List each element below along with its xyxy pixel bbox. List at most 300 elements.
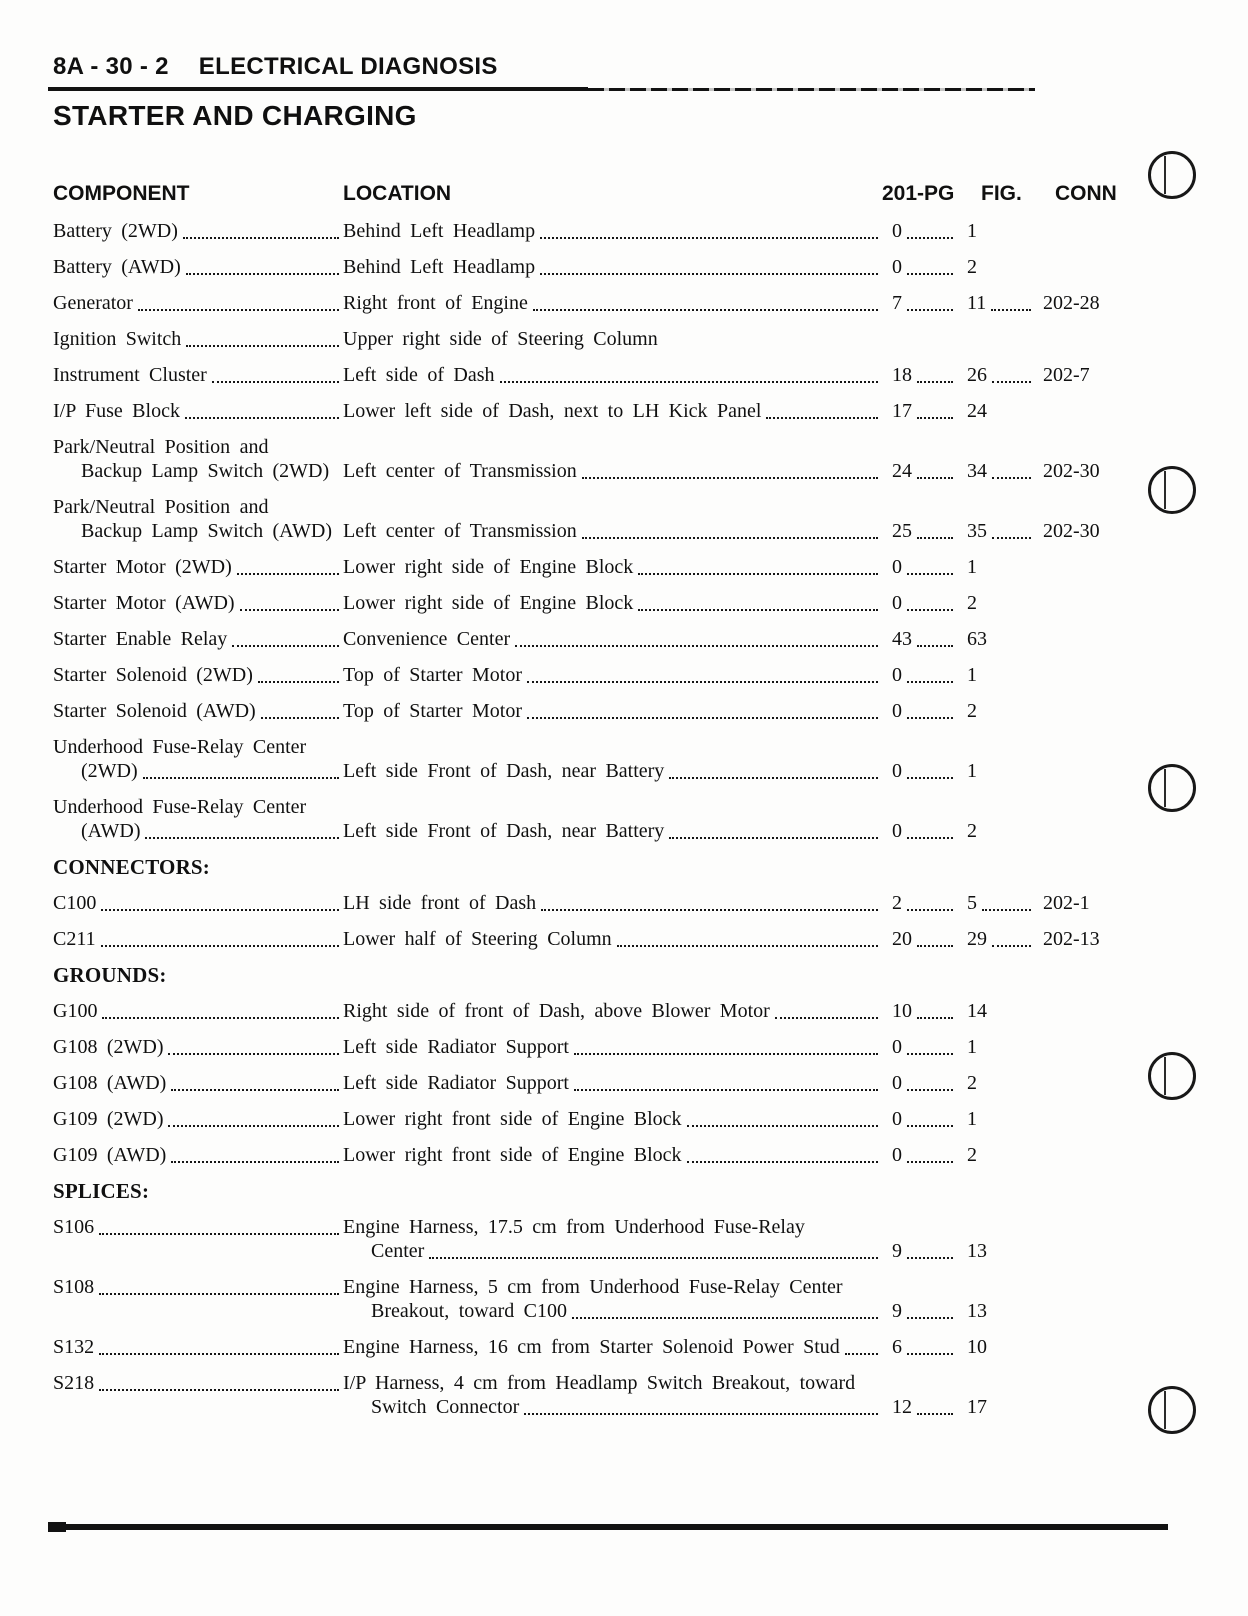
- location-cell: [343, 519, 882, 543]
- location-text: Top of Starter Motor: [343, 700, 522, 722]
- table-row: [53, 699, 1115, 723]
- dot-leader: [907, 837, 953, 839]
- component-name: C100: [53, 892, 97, 914]
- pg-cell: [882, 1035, 957, 1059]
- pg-value: 24: [892, 460, 912, 482]
- fig-value: 1: [967, 664, 977, 686]
- component-cell: [53, 591, 343, 615]
- component-name: G100: [53, 1000, 98, 1022]
- component-name: Underhood Fuse-Relay Center: [53, 796, 307, 818]
- fig-cell: [957, 891, 1035, 915]
- fig-value: 1: [967, 556, 977, 578]
- location-text: Left side Front of Dash, near Battery: [343, 760, 665, 782]
- section-header-row: [53, 963, 1115, 987]
- fig-value: 63: [967, 628, 987, 650]
- component-lines: [53, 435, 343, 483]
- pg-value: 0: [892, 820, 902, 842]
- col-header-pg: 201-PG: [882, 182, 955, 205]
- location-cell: [343, 1335, 882, 1359]
- component-cell: [53, 555, 343, 579]
- fig-cell: [957, 1299, 1035, 1323]
- fig-cell: [957, 1239, 1035, 1263]
- pg-cell: [882, 927, 957, 951]
- dot-leader: [917, 477, 953, 479]
- dot-leader: [907, 909, 953, 911]
- dot-leader: [99, 1353, 339, 1355]
- fig-value: 2: [967, 1144, 977, 1166]
- table-row: [53, 999, 1115, 1023]
- dot-leader: [992, 537, 1031, 539]
- dot-leader: [907, 717, 953, 719]
- location-cell: [343, 1371, 882, 1419]
- dot-leader: [907, 573, 953, 575]
- dot-leader: [533, 309, 878, 311]
- dot-leader: [917, 381, 953, 383]
- pg-value: 17: [892, 400, 912, 422]
- conn-cell: [1035, 291, 1115, 315]
- location-cell: [343, 1143, 882, 1167]
- component-cell: [53, 1371, 343, 1395]
- fig-cell: [957, 999, 1035, 1023]
- pg-cell: [882, 891, 957, 915]
- punch-hole: [1148, 151, 1196, 199]
- location-text: Left side Front of Dash, near Battery: [343, 820, 665, 842]
- table-row: [53, 735, 1115, 783]
- location-cell: [343, 1215, 882, 1263]
- component-table: [53, 219, 1115, 1419]
- conn-cell: [1035, 891, 1115, 915]
- location-text: Left side Radiator Support: [343, 1072, 569, 1094]
- location-cell: [343, 555, 882, 579]
- table-row: [53, 1335, 1115, 1359]
- fig-cell: [957, 591, 1035, 615]
- table-row: [53, 1371, 1115, 1419]
- pg-cell: [882, 591, 957, 615]
- dot-leader: [261, 717, 339, 719]
- fig-cell: [957, 1035, 1035, 1059]
- component-name: Generator: [53, 292, 133, 314]
- location-cell: [343, 627, 882, 651]
- pg-value: 0: [892, 592, 902, 614]
- pg-value: 0: [892, 664, 902, 686]
- dot-leader: [582, 477, 878, 479]
- punch-hole: [1148, 466, 1196, 514]
- component-line2: [53, 819, 343, 843]
- pg-cell: [882, 663, 957, 687]
- fig-cell: [957, 759, 1035, 783]
- location-cell: [343, 819, 882, 843]
- component-cell: [53, 663, 343, 687]
- conn-cell: [1035, 927, 1115, 951]
- dot-leader: [171, 1089, 339, 1091]
- table-row: [53, 627, 1115, 651]
- component-name: Starter Motor (2WD): [53, 556, 232, 578]
- component-name: Starter Solenoid (AWD): [53, 700, 256, 722]
- component-name: S106: [53, 1216, 95, 1238]
- location-text: Engine Harness, 16 cm from Starter Solenoid Power Stud: [343, 1336, 840, 1358]
- component-name: Battery (2WD): [53, 220, 178, 242]
- dot-leader: [183, 237, 339, 239]
- conn-cell: [1035, 459, 1115, 483]
- location-cell: [343, 399, 882, 423]
- pg-cell: [882, 699, 957, 723]
- location-cell: [343, 1107, 882, 1131]
- dot-leader: [540, 237, 878, 239]
- fig-value: 10: [967, 1336, 987, 1358]
- component-cell: [53, 219, 343, 243]
- dot-leader: [185, 417, 339, 419]
- fig-cell: [957, 291, 1035, 315]
- fig-cell: [957, 555, 1035, 579]
- fig-cell: [957, 519, 1035, 543]
- table-row: [53, 591, 1115, 615]
- fig-value: 13: [967, 1240, 987, 1262]
- location-line1: [343, 1371, 882, 1395]
- pg-value: 0: [892, 256, 902, 278]
- component-name: Ignition Switch: [53, 328, 182, 350]
- dot-leader: [982, 909, 1031, 911]
- dot-leader: [237, 573, 339, 575]
- pg-cell: [882, 1335, 957, 1359]
- dot-leader: [527, 681, 878, 683]
- table-row: [53, 891, 1115, 915]
- pg-cell: [882, 627, 957, 651]
- pg-cell: [882, 255, 957, 279]
- dot-leader: [500, 381, 879, 383]
- table-row: [53, 219, 1115, 243]
- location-cell: [343, 291, 882, 315]
- dot-leader: [992, 945, 1031, 947]
- location-text: Right front of Engine: [343, 292, 528, 314]
- dot-leader: [917, 417, 953, 419]
- table-row: [53, 291, 1115, 315]
- fig-value: 26: [967, 364, 987, 386]
- location-line2: [343, 1239, 882, 1263]
- pg-cell: [882, 1239, 957, 1263]
- pg-cell: [882, 819, 957, 843]
- location-text: Upper right side of Steering Column: [343, 328, 658, 350]
- fig-cell: [957, 399, 1035, 423]
- location-cell: [343, 663, 882, 687]
- pg-cell: [882, 1299, 957, 1323]
- dot-leader: [541, 909, 878, 911]
- dot-leader: [638, 573, 878, 575]
- dot-leader: [617, 945, 878, 947]
- location-text: Left side Radiator Support: [343, 1036, 569, 1058]
- component-cell: [53, 1275, 343, 1299]
- conn-value: 202-30: [1043, 460, 1100, 482]
- dot-leader: [669, 837, 878, 839]
- pg-value: 0: [892, 220, 902, 242]
- pg-cell: [882, 1071, 957, 1095]
- location-text: Lower left side of Dash, next to LH Kick Panel: [343, 400, 762, 422]
- fig-cell: [957, 1143, 1035, 1167]
- table-row: [53, 1275, 1115, 1323]
- component-cell: [53, 1035, 343, 1059]
- dot-leader: [907, 237, 953, 239]
- location-text: LH side front of Dash: [343, 892, 537, 914]
- col-header-fig: FIG.: [981, 182, 1022, 205]
- dot-leader: [138, 309, 339, 311]
- component-cell: [53, 735, 343, 783]
- table-row: [53, 1035, 1115, 1059]
- punch-hole: [1148, 764, 1196, 812]
- dot-leader: [917, 945, 953, 947]
- conn-value: 202-28: [1043, 292, 1100, 314]
- page-code: 8A - 30 - 2: [53, 53, 169, 80]
- dot-leader: [102, 1017, 339, 1019]
- fig-value: 2: [967, 700, 977, 722]
- location-cell: [343, 255, 882, 279]
- pg-value: 12: [892, 1396, 912, 1418]
- dot-leader: [687, 1161, 878, 1163]
- table-row: [53, 327, 1115, 351]
- location-cell: [343, 699, 882, 723]
- component-line1: [53, 435, 343, 459]
- component-name: G108 (2WD): [53, 1036, 164, 1058]
- dot-leader: [540, 273, 878, 275]
- component-name: G108 (AWD): [53, 1072, 167, 1094]
- punch-hole: [1148, 1386, 1196, 1434]
- dot-leader: [907, 1257, 953, 1259]
- pg-cell: [882, 363, 957, 387]
- table-row: [53, 1143, 1115, 1167]
- component-cell: [53, 255, 343, 279]
- component-line1: [53, 735, 343, 759]
- dot-leader: [240, 609, 339, 611]
- dot-leader: [168, 1125, 339, 1127]
- pg-cell: [882, 291, 957, 315]
- dot-leader: [429, 1257, 878, 1259]
- dot-leader: [171, 1161, 339, 1163]
- component-cell: [53, 999, 343, 1023]
- pg-cell: [882, 1143, 957, 1167]
- location-text: Left center of Transmission: [343, 520, 577, 542]
- location-cell: [343, 1071, 882, 1095]
- location-text: Left side of Dash: [343, 364, 495, 386]
- running-header-title: ELECTRICAL DIAGNOSIS: [198, 53, 498, 80]
- component-name: S108: [53, 1276, 95, 1298]
- location-cell: [343, 1275, 882, 1323]
- punch-hole: [1148, 1052, 1196, 1100]
- dot-leader: [775, 1017, 878, 1019]
- pg-cell: [882, 1107, 957, 1131]
- table-row: [53, 927, 1115, 951]
- component-cell: [53, 399, 343, 423]
- component-lines: [53, 495, 343, 543]
- location-lines: [343, 1371, 882, 1419]
- dot-leader: [574, 1053, 878, 1055]
- location-text-cont: Center: [371, 1240, 425, 1262]
- dot-leader: [991, 309, 1031, 311]
- table-row: [53, 399, 1115, 423]
- pg-value: 0: [892, 760, 902, 782]
- pg-cell: [882, 219, 957, 243]
- section-label: SPLICES:: [53, 1179, 150, 1203]
- fig-value: 11: [967, 292, 987, 314]
- pg-cell: [882, 999, 957, 1023]
- location-text: Behind Left Headlamp: [343, 256, 536, 278]
- fig-cell: [957, 819, 1035, 843]
- location-line2: [343, 1395, 882, 1419]
- conn-cell: [1035, 363, 1115, 387]
- dot-leader: [143, 777, 339, 779]
- fig-value: 24: [967, 400, 987, 422]
- component-name-cont: Backup Lamp Switch (AWD): [81, 520, 332, 542]
- fig-cell: [957, 663, 1035, 687]
- location-cell: [343, 591, 882, 615]
- location-cell: [343, 219, 882, 243]
- component-cell: [53, 327, 343, 351]
- conn-value: 202-7: [1043, 364, 1090, 386]
- pg-cell: [882, 1395, 957, 1419]
- location-text: I/P Harness, 4 cm from Headlamp Switch Breakout, toward: [343, 1372, 856, 1394]
- component-name: S218: [53, 1372, 95, 1394]
- location-text: Right side of front of Dash, above Blower Motor: [343, 1000, 770, 1022]
- fig-cell: [957, 1395, 1035, 1419]
- dot-leader: [907, 273, 953, 275]
- dot-leader: [907, 1125, 953, 1127]
- pg-value: 2: [892, 892, 902, 914]
- pg-value: 43: [892, 628, 912, 650]
- location-text: Lower right front side of Engine Block: [343, 1108, 682, 1130]
- location-cell: [343, 363, 882, 387]
- dot-leader: [527, 717, 878, 719]
- pg-cell: [882, 759, 957, 783]
- dot-leader: [515, 645, 878, 647]
- component-lines: [53, 795, 343, 843]
- fig-value: 35: [967, 520, 987, 542]
- pg-value: 25: [892, 520, 912, 542]
- page-title: STARTER AND CHARGING: [53, 100, 417, 131]
- dot-leader: [766, 417, 878, 419]
- component-cell: [53, 1215, 343, 1239]
- dot-leader: [168, 1053, 339, 1055]
- page-content: [53, 0, 1115, 1419]
- dot-leader: [907, 1161, 953, 1163]
- dot-leader: [212, 381, 339, 383]
- fig-cell: [957, 927, 1035, 951]
- fig-value: 2: [967, 256, 977, 278]
- component-name: S132: [53, 1336, 95, 1358]
- pg-value: 9: [892, 1300, 902, 1322]
- pg-value: 10: [892, 1000, 912, 1022]
- component-name: G109 (2WD): [53, 1108, 164, 1130]
- conn-cell: [1035, 519, 1115, 543]
- location-line2: [343, 1299, 882, 1323]
- pg-cell: [882, 519, 957, 543]
- fig-cell: [957, 1071, 1035, 1095]
- fig-value: 1: [967, 1108, 977, 1130]
- location-cell: [343, 891, 882, 915]
- location-text: Top of Starter Motor: [343, 664, 522, 686]
- location-text: Lower right front side of Engine Block: [343, 1144, 682, 1166]
- component-name: Park/Neutral Position and: [53, 496, 269, 518]
- dot-leader: [907, 1353, 953, 1355]
- table-row: [53, 795, 1115, 843]
- fig-value: 14: [967, 1000, 987, 1022]
- dot-leader: [572, 1317, 878, 1319]
- conn-value: 202-30: [1043, 520, 1100, 542]
- header-rule-broken: [588, 88, 1035, 91]
- dot-leader: [99, 1233, 339, 1235]
- pg-value: 0: [892, 1036, 902, 1058]
- table-row: [53, 435, 1115, 483]
- location-cell: [343, 927, 882, 951]
- col-header-component: COMPONENT: [53, 182, 190, 205]
- dot-leader: [99, 1389, 339, 1391]
- pg-value: 20: [892, 928, 912, 950]
- dot-leader: [669, 777, 878, 779]
- dot-leader: [101, 945, 339, 947]
- component-name: Battery (AWD): [53, 256, 181, 278]
- component-name-cont: Backup Lamp Switch (2WD): [81, 460, 330, 482]
- component-cell: [53, 435, 343, 483]
- dot-leader: [258, 681, 339, 683]
- dot-leader: [186, 345, 339, 347]
- fig-cell: [957, 459, 1035, 483]
- component-cell: [53, 363, 343, 387]
- location-text: Behind Left Headlamp: [343, 220, 536, 242]
- component-name: Starter Enable Relay: [53, 628, 228, 650]
- table-row: [53, 663, 1115, 687]
- fig-value: 5: [967, 892, 977, 914]
- location-cell: [343, 759, 882, 783]
- dot-leader: [845, 1353, 878, 1355]
- dot-leader: [917, 1413, 953, 1415]
- fig-value: 2: [967, 1072, 977, 1094]
- conn-value: 202-13: [1043, 928, 1100, 950]
- fig-value: 29: [967, 928, 987, 950]
- section-header-row: [53, 1179, 1115, 1203]
- fig-value: 17: [967, 1396, 987, 1418]
- dot-leader: [917, 537, 953, 539]
- location-text: Lower right side of Engine Block: [343, 592, 634, 614]
- location-line1: [343, 1215, 882, 1239]
- dot-leader: [917, 1017, 953, 1019]
- col-header-location: LOCATION: [343, 182, 452, 205]
- pg-value: 0: [892, 1144, 902, 1166]
- component-name: Underhood Fuse-Relay Center: [53, 736, 307, 758]
- fig-cell: [957, 255, 1035, 279]
- col-header-conn: CONN: [1055, 182, 1117, 205]
- fig-value: 1: [967, 1036, 977, 1058]
- conn-value: 202-1: [1043, 892, 1090, 914]
- component-cell: [53, 1143, 343, 1167]
- fig-value: 13: [967, 1300, 987, 1322]
- running-header: [53, 54, 1115, 80]
- component-cell: [53, 927, 343, 951]
- component-name: Park/Neutral Position and: [53, 436, 269, 458]
- location-text: Engine Harness, 17.5 cm from Underhood Fuse-Relay: [343, 1216, 805, 1238]
- dot-leader: [992, 477, 1031, 479]
- pg-value: 0: [892, 700, 902, 722]
- fig-cell: [957, 627, 1035, 651]
- dot-leader: [574, 1089, 878, 1091]
- location-lines: [343, 1275, 882, 1323]
- location-text: Convenience Center: [343, 628, 511, 650]
- dot-leader: [99, 1293, 339, 1295]
- dot-leader: [524, 1413, 878, 1415]
- fig-cell: [957, 363, 1035, 387]
- component-cell: [53, 1107, 343, 1131]
- component-line1: [53, 495, 343, 519]
- pg-value: 18: [892, 364, 912, 386]
- table-row: [53, 1215, 1115, 1263]
- component-line2: [53, 759, 343, 783]
- component-cell: [53, 699, 343, 723]
- fig-value: 2: [967, 820, 977, 842]
